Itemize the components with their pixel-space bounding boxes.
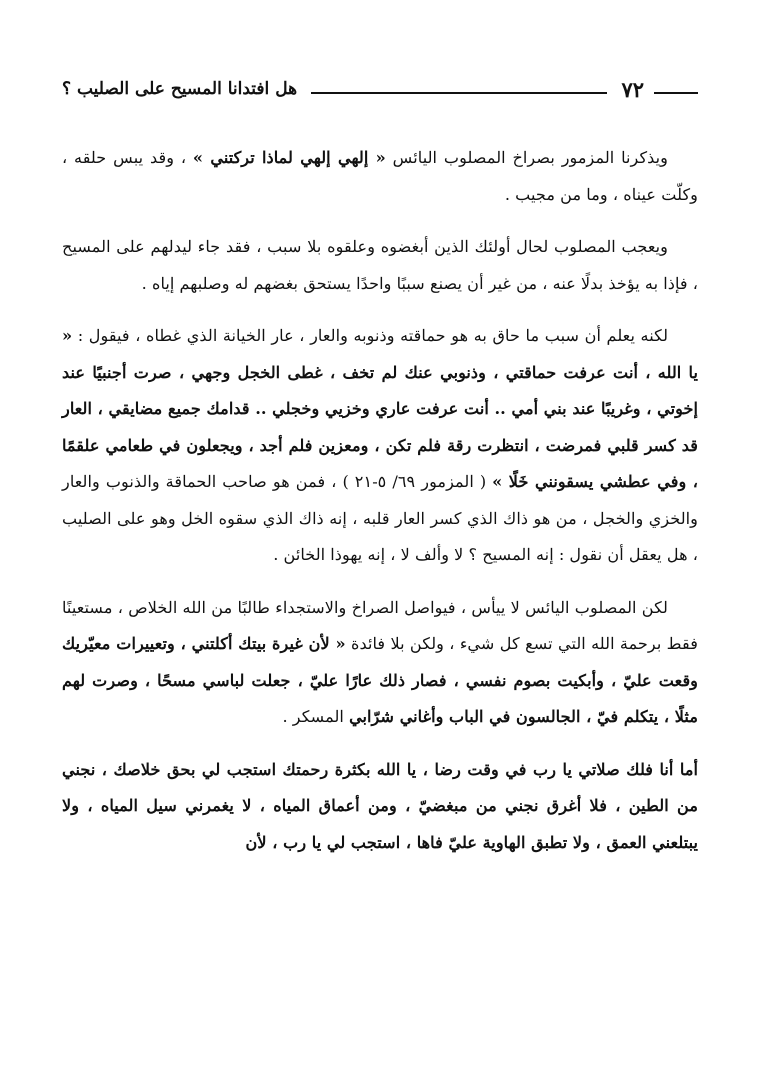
paragraph-text: ويذكرنا المزمور بصراخ المصلوب اليائس (385, 148, 668, 167)
page-number: ٧٢ (621, 76, 644, 102)
psalm-quote: « إلهي إلهي لماذا تركتني » (192, 148, 386, 167)
paragraph (62, 140, 698, 213)
running-title: هل افتدانا المسيح على الصليب ؟ (62, 79, 298, 99)
paragraph (62, 229, 698, 302)
paragraph-text: ( المزمور ٦٩/ ٥-٢١ ) ، فمن هو صاحب الحماقة والذنوب والعار والخزي والخجل ، من هو ذاك الذي كسر العار قلبه ، إنه ذاك الذي سقوه الخل وهو على الصليب ، هل يعقل أن نقول : إنه المسيح ؟ لا وألف لا ، إنه يهوذا الخائن . (62, 472, 698, 564)
header-rule-short (654, 92, 698, 94)
paragraph-text: ويعجب المصلوب لحال أولئك الذين أبغضوه وعلقوه بلا سبب ، فقد جاء ليدلهم على المسيح ، فإذا به يؤخذ بدلًا عنه ، من غير أن يصنع سببًا واحدًا يستحق بغضهم له وصلبهم إياه . (62, 237, 698, 293)
psalm-quote: « لأن غيرة بيتك أكلتني ، وتعييرات معيّريك وقعت عليّ ، وأبكيت بصوم نفسي ، فصار ذلك عارًا عليّ ، جعلت لباسي مسحًا ، وصرت لهم مثلًا ، يتكلم فيّ ، الجالسون في الباب وأغاني شرّابي (62, 634, 698, 726)
paragraph (62, 752, 698, 862)
running-header (62, 72, 698, 106)
body-text (62, 140, 698, 877)
psalm-quote: « يا الله ، أنت عرفت حماقتي ، وذنوبي عنك لم تخف ، غطى الخجل وجهي ، صرت أجنبيًا عند إخوتي ، وغريبًا عند بني أمي .. أنت عرفت عاري وخزيي وخجلي .. قدامك جميع مضايقي ، العار قد كسر قلبي فمرضت ، انتظرت رقة فلم تكن ، ومعزين فلم أجد ، ويجعلون في طعامي علقمًا ، وفي عطشي يسقونني خَلًا » (62, 326, 698, 491)
paragraph-text: ، وقد يبس حلقه ، وكلّت عيناه ، وما من مجيب . (62, 148, 698, 204)
paragraph-text: المسكر . (282, 707, 350, 726)
header-rule-long (311, 92, 607, 94)
paragraph-text: لكن المصلوب اليائس لا ييأس ، فيواصل الصراخ والاستجداء طالبًا من الله الخلاص ، مستعينًا فقط برحمة الله التي تسع كل شيء ، ولكن بلا فائدة (62, 597, 698, 653)
paragraph-text: لكنه يعلم أن سبب ما حاق به هو حماقته وذنوبه والعار ، عار الخيانة الذي غطاه ، فيقول : (72, 326, 668, 345)
paragraph (62, 590, 698, 736)
psalm-quote: أما أنا فلك صلاتي يا رب في وقت رضا ، يا الله بكثرة رحمتك استجب لي بحق خلاصك ، نجني من الطين ، فلا أغرق نجني من مبغضيّ ، ومن أعماق المياه ، لا يغمرني سيل المياه ، ولا يبتلعني العمق ، ولا تطبق الهاوية عليّ فاها ، استجب لي يا رب ، لأن (62, 759, 698, 852)
paragraph (62, 318, 698, 574)
